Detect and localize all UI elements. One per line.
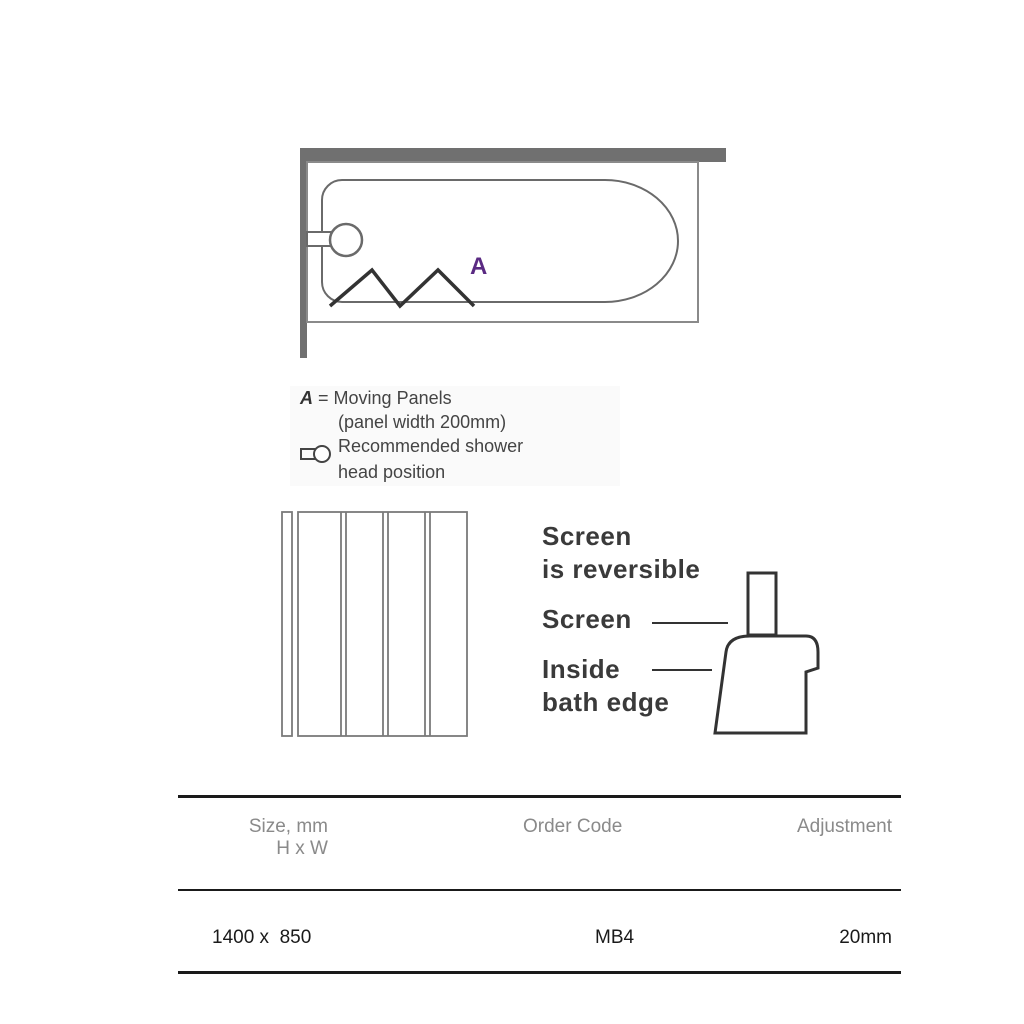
screen-label: Screen: [542, 604, 632, 634]
cell-adjustment: 20mm: [839, 927, 892, 948]
reversible-label: [542, 520, 700, 586]
table-top-rule: [178, 795, 901, 798]
header-size-line2: H x W: [276, 838, 328, 859]
panel-label-a: A: [470, 253, 488, 280]
screen-section: [748, 573, 776, 635]
inside-line2: bath edge: [542, 687, 670, 717]
bath-edge-section: [715, 573, 818, 733]
inside-line1: Inside: [542, 654, 621, 684]
table-bottom-rule: [178, 971, 901, 974]
reversible-line2: is reversible: [542, 554, 701, 584]
legend-recommended-shower: Recommended shower: [338, 436, 524, 456]
legend: [290, 386, 620, 486]
bath-edge-profile: [715, 636, 818, 733]
bath-tub: [322, 180, 678, 302]
header-adjustment: Adjustment: [796, 816, 892, 837]
inside-bath-edge-label: [542, 653, 669, 719]
table-header-rule: [178, 889, 901, 891]
screen-front-view: [282, 512, 467, 736]
header-order-code: Order Code: [523, 816, 623, 837]
moving-panels-zigzag: [330, 270, 474, 306]
header-size: [249, 816, 328, 860]
header-size-line1: Size, mm: [248, 816, 328, 837]
legend-head-position: head position: [338, 462, 446, 482]
legend-equals: =: [318, 388, 329, 408]
legend-moving-panels: Moving Panels: [333, 388, 452, 408]
top-wall: [300, 148, 726, 162]
legend-panel-width: (panel width 200mm): [338, 412, 507, 432]
left-wall: [300, 148, 307, 358]
shower-head-icon: [300, 444, 336, 464]
legend-row-a: [300, 388, 452, 409]
legend-key-a: A: [300, 388, 313, 408]
cell-order-code: MB4: [595, 927, 635, 948]
shower-head-icon: [307, 224, 362, 256]
reversible-line1: Screen: [542, 521, 632, 551]
cell-size: 1400 x 850: [212, 927, 312, 948]
